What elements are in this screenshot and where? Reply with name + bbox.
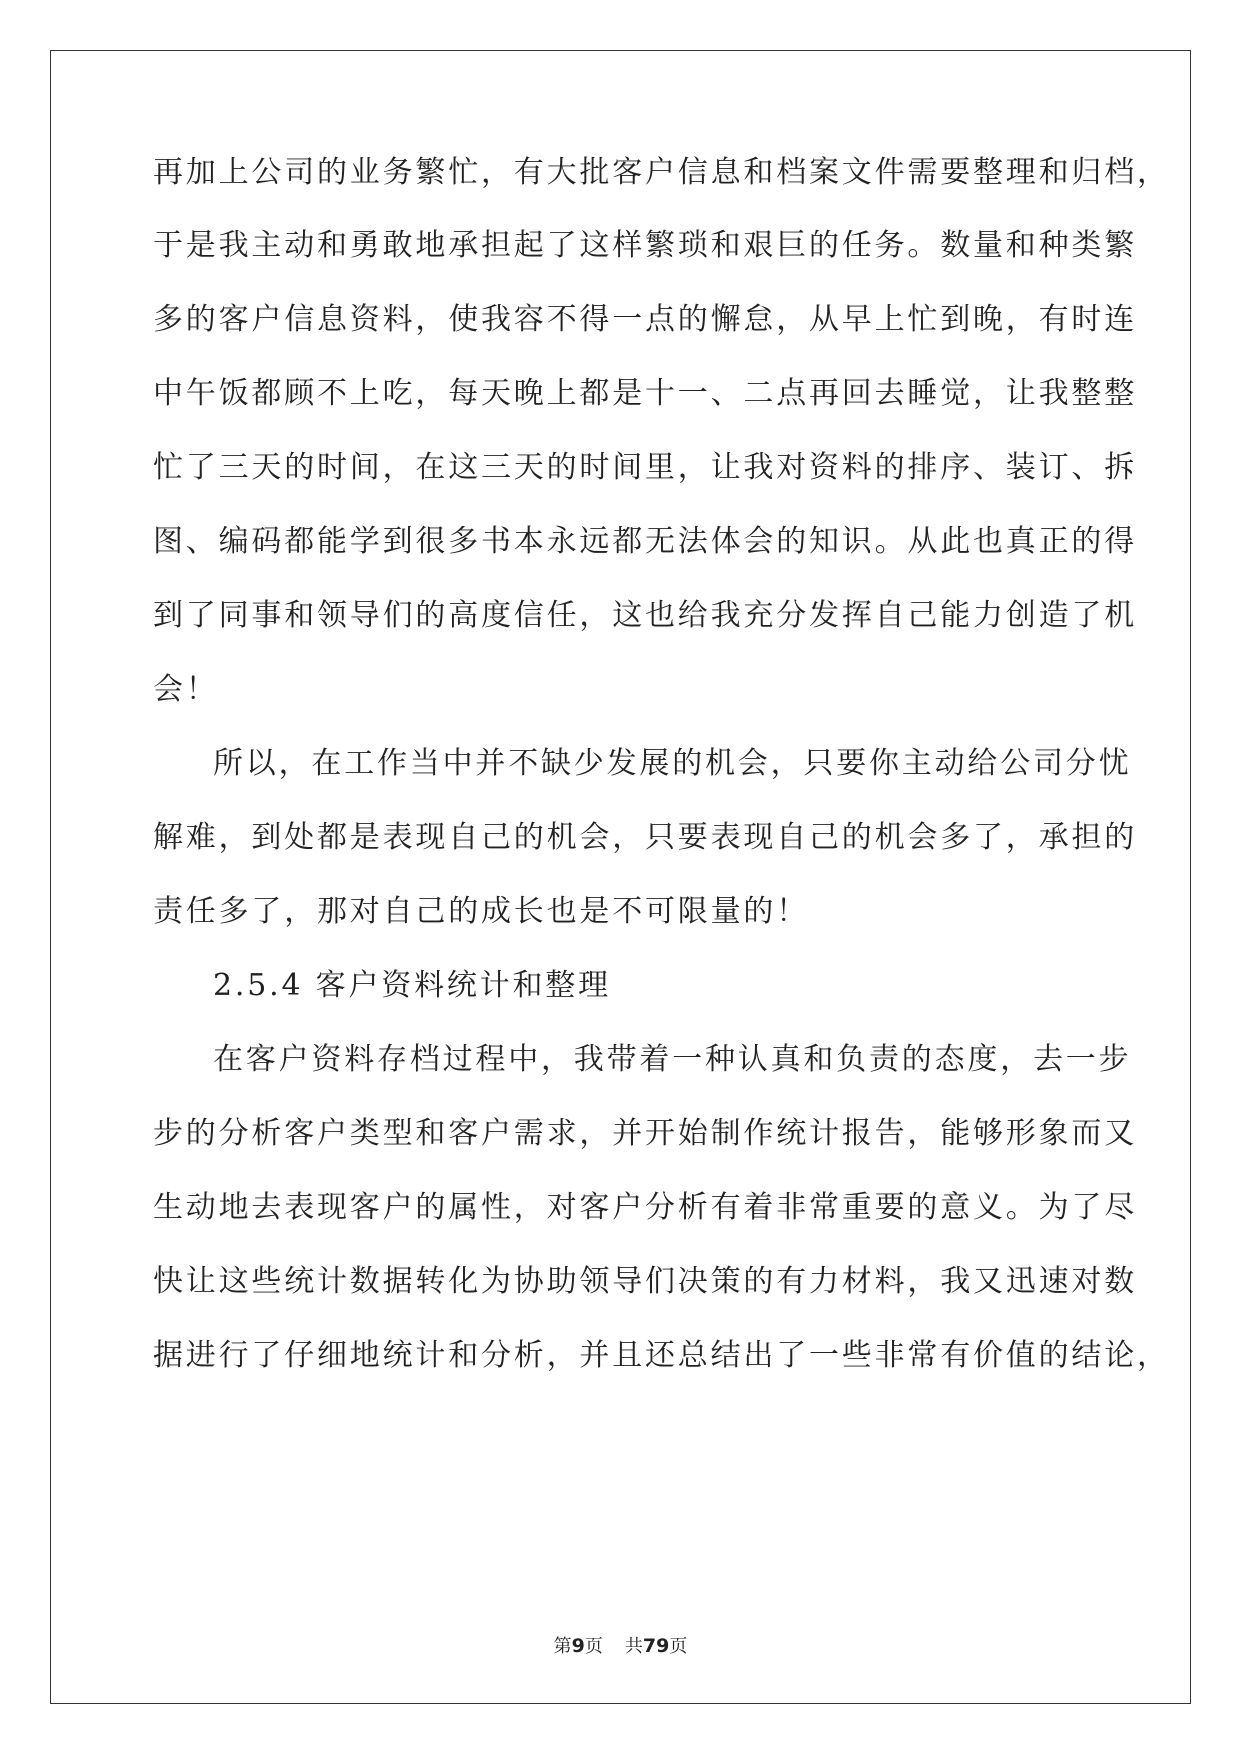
text-line: 解难，到处都是表现自己的机会，只要表现自己的机会多了，承担的 (153, 820, 1137, 855)
text-line: 多的客户信息资料，使我容不得一点的懈怠，从早上忙到晚，有时连 (153, 302, 1137, 337)
text-line: 责任多了，那对自己的成长也是不可限量的！ (153, 894, 809, 929)
text-line: 据进行了仔细地统计和分析，并且还总结出了一些非常有价值的结论， (153, 1338, 1170, 1373)
text-line: 生动地去表现客户的属性，对客户分析有着非常重要的意义。为了尽 (153, 1190, 1137, 1225)
page-footer (0, 1632, 1241, 1658)
footer-page-number: 9 (571, 1635, 585, 1657)
text-line: 再加上公司的业务繁忙，有大批客户信息和档案文件需要整理和归档， (153, 155, 1170, 190)
text-line: 中午饭都顾不上吃，每天晚上都是十一、二点再回去睡觉，让我整整 (153, 376, 1137, 411)
footer-total-pages: 79 (642, 1635, 670, 1657)
text-line: 快让这些统计数据转化为协助领导们决策的有力材料，我又迅速对数 (153, 1264, 1137, 1299)
text-line: 于是我主动和勇敢地承担起了这样繁琐和艰巨的任务。数量和种类繁 (153, 228, 1137, 263)
footer-total-suffix: 页 (669, 1636, 688, 1657)
section-heading: 2.5.4 客户资料统计和整理 (213, 968, 611, 1003)
paragraph-start: 在客户资料存档过程中，我带着一种认真和负责的态度，去一步 (213, 1042, 1132, 1077)
text-line: 步的分析客户类型和客户需求，并开始制作统计报告，能够形象而又 (153, 1116, 1137, 1151)
footer-total-prefix: 共 (624, 1636, 643, 1657)
paragraph-start: 所以，在工作当中并不缺少发展的机会，只要你主动给公司分忧 (213, 746, 1132, 781)
text-line: 会！ (153, 672, 219, 707)
text-line: 图、编码都能学到很多书本永远都无法体会的知识。从此也真正的得 (153, 524, 1137, 559)
text-line: 到了同事和领导们的高度信任，这也给我充分发挥自己能力创造了机 (153, 598, 1137, 633)
page-border (50, 50, 1191, 1704)
text-line: 忙了三天的时间，在这三天的时间里，让我对资料的排序、装订、拆 (153, 450, 1137, 485)
footer-page-suffix: 页 (584, 1636, 603, 1657)
footer-page-prefix: 第 (553, 1636, 572, 1657)
